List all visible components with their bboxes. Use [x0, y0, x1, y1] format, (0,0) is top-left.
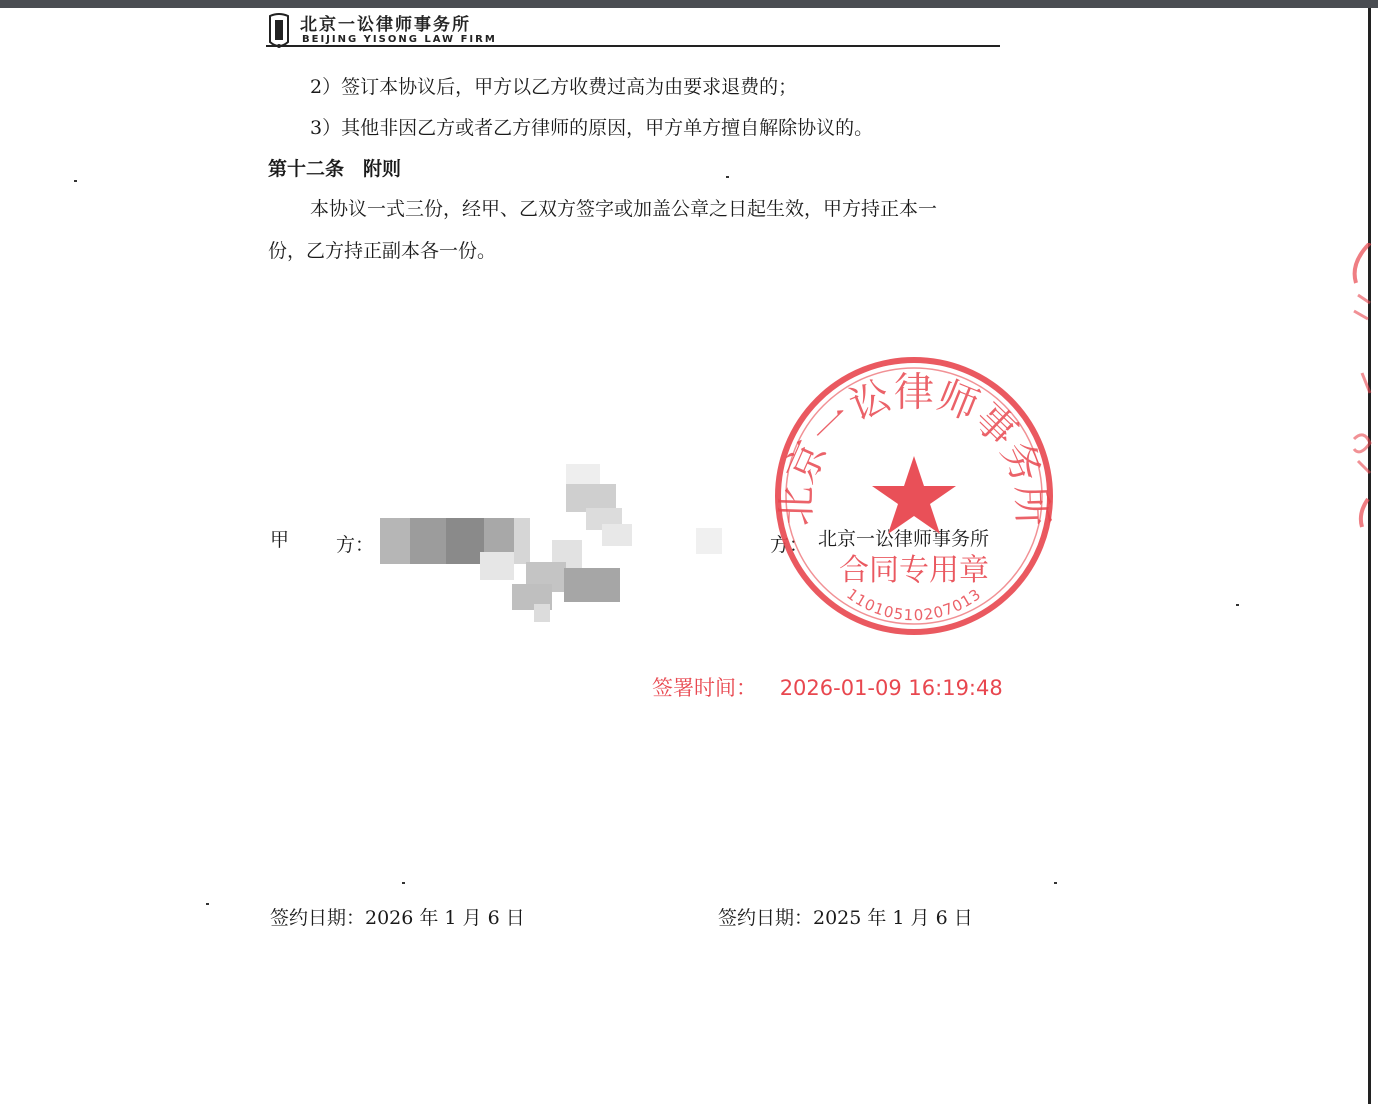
clause-2: 2）签订本协议后，甲方以乙方收费过高为由要求退费的；: [310, 76, 798, 98]
scan-speck: [74, 180, 77, 182]
sign-time-value: 2026-01-09 16:19:48: [779, 676, 1003, 700]
article-12-text-2: 份，乙方持正副本各一份。: [268, 240, 497, 262]
document-page: [0, 8, 1366, 1104]
seal-ring-text: 北京一讼律师事务所: [773, 369, 1055, 527]
seal-center-text: 合同专用章: [839, 553, 989, 588]
svg-text:1101051020701​3: [843, 585, 984, 625]
article-12-heading: 第十二条 附则: [268, 158, 402, 180]
party-b-sign-date: 签约日期：2025 年 1 月 6 日: [718, 907, 973, 929]
scan-speck: [402, 882, 405, 884]
scan-speck: [726, 176, 729, 178]
party-b-label: 方：: [770, 534, 809, 556]
edge-seal-fragment: [1340, 243, 1378, 533]
sign-time: [652, 672, 1003, 702]
official-seal-stamp: [772, 354, 1056, 638]
firm-name-cn: 北京一讼律师事务所: [300, 15, 471, 35]
firm-name-en: BEIJING YISONG LAW FIRM: [302, 34, 497, 45]
party-a-sign-date: 签约日期：2026 年 1 月 6 日: [270, 907, 525, 929]
scan-speck: [1236, 604, 1239, 606]
clause-3: 3）其他非因乙方或者乙方律师的原因，甲方单方擅自解除协议的。: [310, 117, 874, 139]
redacted-signature: [376, 464, 726, 624]
scan-speck: [206, 903, 209, 905]
article-12-text-1: 本协议一式三份，经甲、乙双方签字或加盖公章之日起生效，甲方持正本一: [310, 198, 938, 220]
header-divider: [266, 45, 1000, 47]
seal-star-icon: [872, 456, 956, 534]
party-a-label: 甲: [270, 529, 290, 551]
party-b-name: 北京一讼律师事务所: [818, 528, 990, 550]
page-edge-scrollbar[interactable]: [1368, 8, 1378, 1104]
party-a-colon: 方：: [336, 534, 375, 556]
sign-time-label: 签署时间：: [652, 676, 757, 700]
viewer-top-bar: [0, 0, 1378, 8]
scan-speck: [1054, 882, 1057, 884]
seal-serial: 1101051020701​3: [843, 584, 985, 625]
